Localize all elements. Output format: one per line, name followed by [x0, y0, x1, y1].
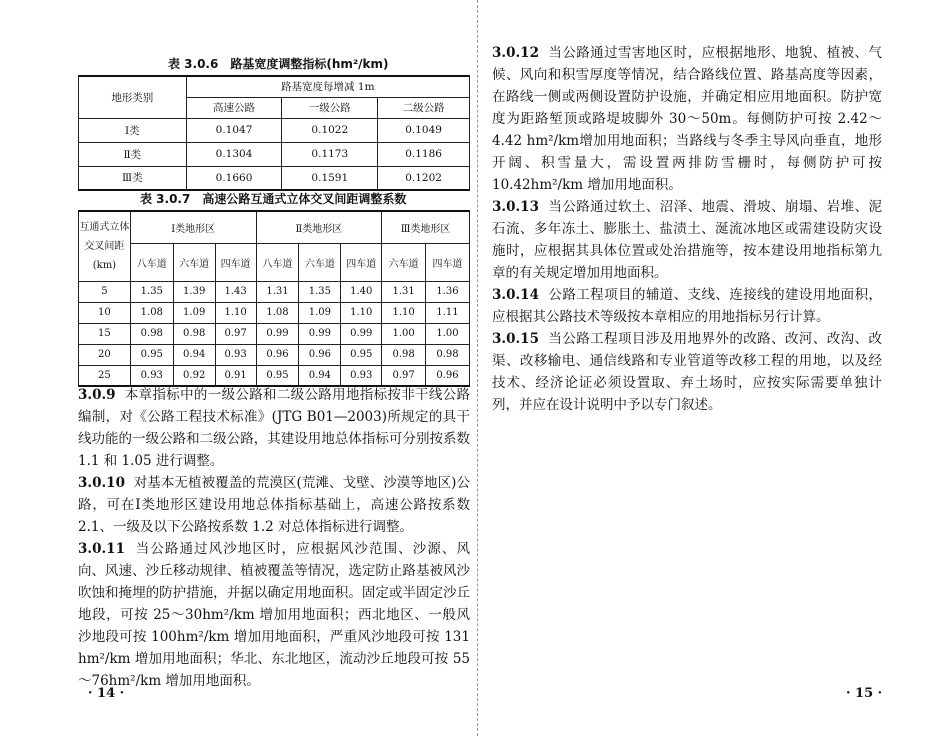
table2-cell: 0.99 [299, 323, 341, 344]
table2-cell: 0.98 [173, 323, 215, 344]
table2-cell: 1.35 [299, 281, 341, 302]
table-row [79, 323, 470, 344]
table1-col-header: 高速公路 [186, 97, 282, 118]
table-3-0-7-caption: 表 3.0.7 高速公路互通式立体交叉间距调整系数 [140, 192, 407, 206]
table1-row-label: Ⅲ类 [79, 166, 187, 190]
section-number: 3.0.12 [492, 45, 539, 61]
table-row [79, 302, 470, 323]
table1-row-label: Ⅱ类 [79, 142, 187, 166]
table2-cell: 0.98 [382, 344, 426, 365]
table2-cell: 0.98 [426, 344, 470, 365]
table2-cell: 0.95 [341, 344, 382, 365]
table2-col-header: 六车道 [299, 243, 341, 281]
section-3-0-9 [78, 384, 470, 472]
table1-col-header: 一级公路 [282, 97, 378, 118]
table2-cell: 1.10 [341, 302, 382, 323]
table1-cell: 0.1049 [378, 118, 470, 142]
page-number-left: · 14 · [88, 686, 125, 701]
table2-cell: 0.99 [256, 323, 299, 344]
table2-cell: 0.93 [341, 365, 382, 386]
section-text: 对基本无植被覆盖的荒漠区(荒滩、戈壁、沙漠等地区)公路，可在Ⅰ类地形区建设用地总体指标基础上，高速公路按系数 2.1、一级及以下公路按系数 1.2 对总体指标进行调整。 [78, 475, 470, 535]
table2-row-label: 15 [79, 323, 131, 344]
page-number-right: · 15 · [846, 686, 883, 701]
table2-cell: 1.10 [215, 302, 256, 323]
table1-row-header: 地形类别 [79, 76, 187, 118]
table-3-0-6 [78, 75, 470, 191]
page-fold [477, 0, 478, 736]
table2-col-header: 四车道 [426, 243, 470, 281]
table2-col-header: 八车道 [130, 243, 173, 281]
table2-row-header-line: 交叉间距 [84, 240, 125, 252]
section-number: 3.0.9 [78, 387, 116, 403]
table2-row-label: 10 [79, 302, 131, 323]
table-row [79, 365, 470, 386]
table2-cell: 0.93 [130, 365, 173, 386]
table1-col-header: 二级公路 [378, 97, 470, 118]
table2-col-header: 四车道 [341, 243, 382, 281]
table-row [79, 142, 470, 166]
table2-cell: 0.94 [173, 344, 215, 365]
table2-cell: 1.43 [215, 281, 256, 302]
table2-col-header: 六车道 [173, 243, 215, 281]
table2-cell: 1.00 [382, 323, 426, 344]
table-row [79, 344, 470, 365]
table2-cell: 0.91 [215, 365, 256, 386]
table1-cell: 0.1186 [378, 142, 470, 166]
table2-row-label: 5 [79, 281, 131, 302]
table1-row-label: Ⅰ类 [79, 118, 187, 142]
table1-group-header: 路基宽度每增减 1m [186, 76, 469, 97]
table-3-0-7 [78, 210, 470, 387]
table-row [79, 118, 470, 142]
section-number: 3.0.14 [492, 287, 539, 303]
table2-row-label: 25 [79, 365, 131, 386]
section-text: 本章指标中的一级公路和二级公路用地指标按非干线公路编制，对《公路工程技术标准》(JTG B01—2003)所规定的具干线功能的一级公路和二级公路，其建设用地总体指标可分别按系数 1.1 和 1.05 进行调整。 [78, 387, 471, 469]
table1-cell: 0.1047 [186, 118, 282, 142]
table2-cell: 0.97 [215, 323, 256, 344]
table2-cell: 1.31 [256, 281, 299, 302]
section-text: 当公路工程项目涉及用地界外的改路、改河、改沟、改渠、改移输电、通信线路和专业管道等改移工程的用地，以及经技术、经济论证必须设置取、弃土场时，应按实际需要单独计列，并应在设计说明中予以专门叙述。 [492, 331, 882, 413]
table2-cell: 1.10 [382, 302, 426, 323]
table2-cell: 0.93 [215, 344, 256, 365]
table-row [79, 281, 470, 302]
table2-cell: 1.00 [426, 323, 470, 344]
table2-cell: 1.08 [256, 302, 299, 323]
table2-cell: 0.94 [299, 365, 341, 386]
table1-cell: 0.1591 [282, 166, 378, 190]
table1-cell: 0.1660 [186, 166, 282, 190]
table2-cell: 0.92 [173, 365, 215, 386]
section-text: 公路工程项目的辅道、支线、连接线的建设用地面积，应根据其公路技术等级按本章相应的用地指标另行计算。 [492, 287, 882, 325]
table2-col-header: 四车道 [215, 243, 256, 281]
table2-cell: 0.95 [256, 365, 299, 386]
table2-cell: 0.99 [341, 323, 382, 344]
table2-cell: 0.98 [130, 323, 173, 344]
table2-cell: 1.08 [130, 302, 173, 323]
table-3-0-6-caption: 表 3.0.6 路基宽度调整指标(hm²/km) [168, 57, 389, 71]
table2-cell: 1.40 [341, 281, 382, 302]
section-3-0-12 [492, 42, 882, 196]
table2-cell: 1.31 [382, 281, 426, 302]
table2-group-header: Ⅱ类地形区 [256, 211, 382, 243]
table2-row-header-line: 互通式立体 [79, 221, 130, 233]
table2-cell: 1.36 [426, 281, 470, 302]
table2-row-header-line: (km) [92, 259, 117, 271]
section-3-0-11 [78, 538, 470, 692]
section-number: 3.0.13 [492, 199, 539, 215]
section-3-0-10 [78, 472, 470, 538]
table2-cell: 0.96 [426, 365, 470, 386]
table2-cell: 1.11 [426, 302, 470, 323]
table2-cell: 1.39 [173, 281, 215, 302]
section-3-0-14 [492, 284, 882, 328]
table2-cell: 0.96 [256, 344, 299, 365]
table2-group-header: Ⅰ类地形区 [130, 211, 256, 243]
table1-cell: 0.1202 [378, 166, 470, 190]
table2-row-header [79, 211, 131, 281]
table2-cell: 1.35 [130, 281, 173, 302]
table2-cell: 1.09 [173, 302, 215, 323]
table2-cell: 1.09 [299, 302, 341, 323]
table1-cell: 0.1022 [282, 118, 378, 142]
table2-cell: 0.95 [130, 344, 173, 365]
section-number: 3.0.10 [78, 475, 125, 491]
section-3-0-15 [492, 328, 882, 416]
table2-cell: 0.97 [382, 365, 426, 386]
table1-cell: 0.1173 [282, 142, 378, 166]
table2-group-header: Ⅲ类地形区 [382, 211, 470, 243]
section-number: 3.0.11 [78, 541, 125, 557]
table-row [79, 166, 470, 190]
table2-row-label: 20 [79, 344, 131, 365]
section-text: 当公路通过软土、沼泽、地震、滑坡、崩塌、岩堆、泥石流、多年冻土、膨胀土、盐渍土、涎流冰地区或需建设防灾设施时，应根据其具体位置或处治措施等，按本建设用地指标第九章的有关规定增加用地面积。 [492, 199, 882, 281]
section-text: 当公路通过雪害地区时，应根据地形、地貌、植被、气候、风向和积雪厚度等情况，结合路线位置、路基高度等因素，在路线一侧或两侧设置防护设施，并确定相应用地面积。防护宽度为距路堑顶或路堤坡脚外 30～50m。每侧防护可按 2.42～4.42 hm²/km增加用地面积；当路线与冬季主导风向垂直，地形开阔、积雪量大，需设置两排防雪栅时，每侧防护可按 10.42hm²/km 增加用地面积。 [492, 45, 882, 193]
table1-cell: 0.1304 [186, 142, 282, 166]
section-3-0-13 [492, 196, 882, 284]
table2-col-header: 六车道 [382, 243, 426, 281]
section-text: 当公路通过风沙地区时，应根据风沙范围、沙源、风向、风速、沙丘移动规律、植被覆盖等情况，选定防止路基被风沙吹蚀和掩埋的防护措施，并据以确定用地面积。固定或半固定沙丘地段，可按 25～30hm²/km 增加用地面积；西北地区、一般风沙地段可按 100hm²/km 增加用地面积，严重风沙地段可按 131 hm²/km 增加用地面积；华北、东北地区，流动沙丘地段可按 55～76hm²/km 增加用地面积。 [78, 541, 470, 689]
table2-cell: 0.96 [299, 344, 341, 365]
table2-col-header: 八车道 [256, 243, 299, 281]
section-number: 3.0.15 [492, 331, 539, 347]
